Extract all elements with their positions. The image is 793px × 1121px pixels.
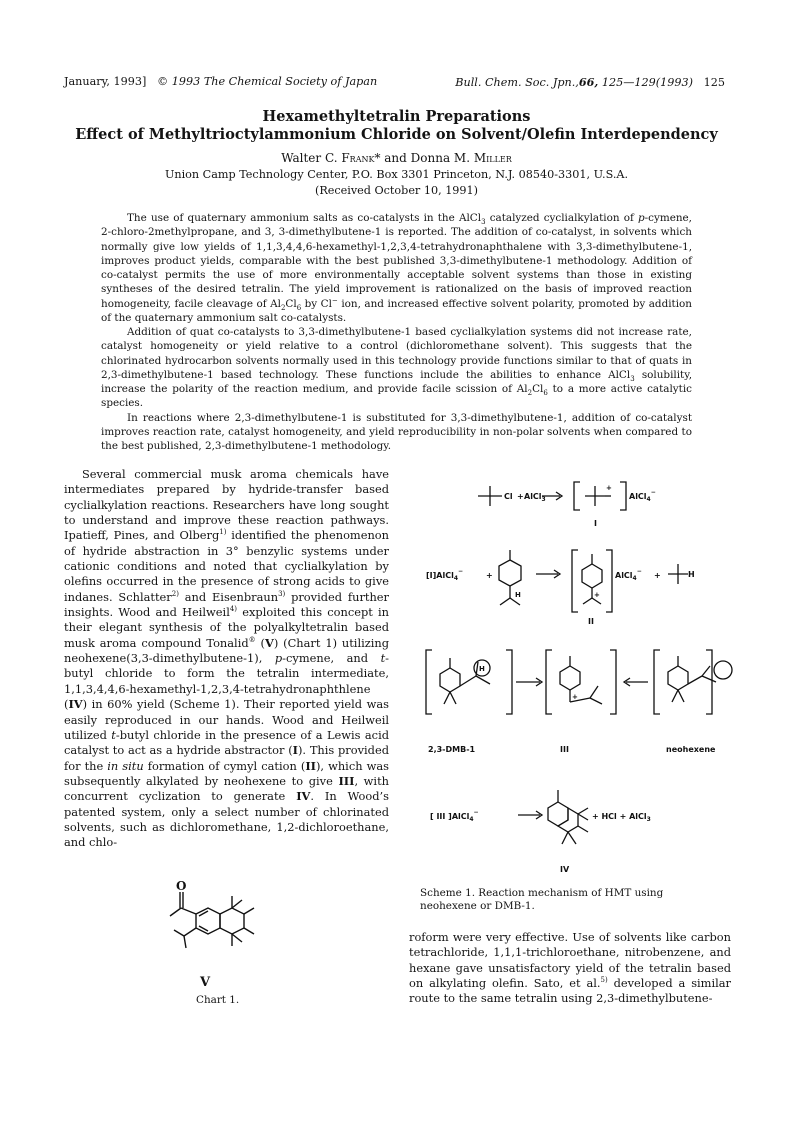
body-paragraph: Several commercial musk aroma chemicals have intermediates prepared by hydride-transfer based cyclialkylation reactions. Researchers have long sought to understand and improve these reaction pathways. Ipatieff, Pines, and Olberg$^{1)}$ identified the phenomenon of hydride abstraction in 3° benzylic systems under cationic conditions and noted that cyclialkylation by olefins occurred in the presence of strong acids to give indanes. Schlatter$^{2)}$ and Eisenbraun$^{3)}$ provided further insights. Wood and Heilweil$^{4)}$ exploited this concept in their elegant synthesis of the polyalkyltetralin based musk aroma compound Tonalid® (V) (Chart 1) utilizing neohexene(3,3-dimethylbutene-1), p-cymene, and t-butyl chloride to form the tetralin intermediate, 1,1,3,4,4,6-hexamethyl-1,2,3,4-tetrahydronaphthlene (IV) in 60% yield (Scheme 1). Their reported yield was easily reproduced in our hands. Wood and Heilweil utilized t-butyl chloride in the presence of a Lewis acid catalyst to act as a hydride abstractor (I). This provided for the in situ formation of cymyl cation (II), which was subsequently alkylated by neohexene to give III, with concurrent cyclization to generate IV. In Wood’s patented system, only a select number of chlorinated solvents, such as dichloromethane, 1,2-dichloroethane, and chlo-: [64, 467, 390, 850]
scheme-row-1: [478, 482, 626, 510]
scheme-plus: +: [517, 492, 524, 501]
chart-caption: Chart 1.: [196, 994, 240, 1006]
scheme-label-dmb: 2,3-DMB-1: [428, 745, 476, 754]
scheme-label-neohexene: neohexene: [666, 745, 716, 754]
chart-O-label: O: [176, 879, 187, 893]
scheme-cl: Cl: [504, 492, 513, 501]
header-pages-year: 125—129(1993): [598, 76, 693, 89]
scheme-caption: Scheme 1. Reaction mechanism of HMT using neohexene or DMB-1.: [420, 887, 664, 912]
scheme-II-plus: +: [594, 591, 600, 599]
scheme-label-I: I: [594, 519, 597, 528]
body-text-left: [64, 467, 389, 851]
scheme-III-plus: +: [572, 693, 578, 701]
author1-first: Walter C.: [281, 151, 342, 165]
abstract: [101, 211, 692, 453]
scheme-label-II: II: [588, 617, 594, 626]
running-header-left: [64, 75, 377, 88]
cymene-structure: [499, 550, 688, 612]
running-header-right: [455, 75, 725, 89]
body-text-right: [409, 930, 731, 1007]
scheme-plus-3: +: [654, 571, 661, 580]
scheme-H-2: H: [688, 570, 695, 579]
affiliation: Union Camp Technology Center, P.O. Box 3301 Princeton, N.J. 08540-3301, U.S.A.: [164, 168, 629, 181]
header-copyright: © 1993 The Chemical Society of Japan: [157, 75, 378, 88]
scheme-H: H: [515, 591, 521, 599]
author-and: and Donna M.: [380, 151, 474, 165]
received-date: (Received October 10, 1991): [314, 184, 479, 197]
scheme-I-alcl4: [I]AlCl$_4$−: [426, 568, 464, 582]
header-page-number: 125: [703, 76, 725, 89]
article-subtitle: Effect of Methyltrioctylammonium Chloride on Solvent/Olefin Interdependency: [75, 126, 718, 143]
scheme-plus-2: +: [486, 571, 493, 580]
scheme-1-figure: [420, 472, 750, 882]
author1-last: Frank: [341, 151, 375, 165]
abstract-paragraph: In reactions where 2,3-dimethylbutene-1 is substituted for 3,3-dimethylbutene-1, addition of co-catalyst improves reaction rate, catalyst homogeneity, and yield reproducibility in non-polar solvents when compared to the best published, 2,3-dimethylbutene-1 methodology.: [101, 411, 692, 452]
scheme-label-IV: IV: [560, 865, 570, 874]
scheme-label-III: III: [560, 745, 569, 754]
header-volume: 66,: [578, 75, 599, 89]
scheme-row-3: [426, 650, 732, 714]
abstract-paragraph: Addition of quat co-catalysts to 3,3-dimethylbutene-1 based cyclialkylation systems did not increase rate, catalyst homogeneity or yield relative to a control (dichloromethane solvent). This suggests that the chlorinated hydrocarbon solvents normally used in this technology provide functions similar to that of quats in 2,3-dimethylbutene-1 based technology. These functions include the abilities to enhance AlCl$_3$ solubility, increase the polarity of the reaction medium, and provide facile scission of $Al_2Cl_6$ to a more active catalytic species.: [101, 326, 693, 410]
header-date: January, 1993]: [64, 75, 147, 88]
scheme-hcl-alcl3: + HCl + AlCl$_3$: [592, 812, 651, 823]
tetralin-structure: [518, 790, 588, 844]
author1-mark: *: [374, 151, 381, 165]
scheme-alcl3: AlCl$_3$: [524, 492, 546, 503]
abstract-paragraph: The use of quaternary ammonium salts as co-catalysts in the AlCl$_3$ catalyzed cyclialkylation of p-cymene, 2-chloro-2methylpropane, and 3, 3-dimethylbutene-1 is reported. The addition of co-catalyst, in solvents which normally give low yields of 1,1,3,4,4,6-hexamethyl-1,2,3,4-tetrahydronaphthalene with 3,3-dimethylbutene-1, improves product yields, comparable with the best published 3,3-dimethylbutene-1 methodology. Addition of co-catalyst permits the use of more environmentally acceptable solvent systems than those in existing syntheses of the desired tetralin. The yield improvement is rationalized on the basis of improved reaction homogeneity, facile cleavage of $Al_2Cl_6$ by Cl− ion, and increased effective solvent polarity, promoted by addition of the quaternary ammonium salt co-catalysts.: [101, 212, 692, 324]
body-paragraph: roform were very effective. Use of solvents like carbon tetrachloride, 1,1,1-trichloroethane, nitrobenzene, and hexane gave unsatisfactory yield of the tetralin based on alkylating olefin. Sato, et al.$^{5)}$ developed a similar route to the same tetralin using 2,3-dimethylbutene-: [409, 930, 732, 1006]
scheme-H-3: H: [479, 665, 485, 673]
author-line: [0, 151, 793, 165]
scheme-III-alcl4: [ III ]AlCl$_4$−: [430, 809, 479, 823]
scheme-alcl4-2: AlCl$_4$−: [615, 568, 642, 582]
scheme-cation-plus: +: [606, 484, 612, 492]
chart-V-label: V: [200, 975, 211, 990]
author2-last: Miller: [473, 151, 512, 165]
article-title: Hexamethyltetralin Preparations: [262, 108, 531, 125]
header-journal: Bull. Chem. Soc. Jpn.,: [455, 76, 579, 89]
scheme-alcl4: AlCl$_4$−: [629, 489, 656, 503]
